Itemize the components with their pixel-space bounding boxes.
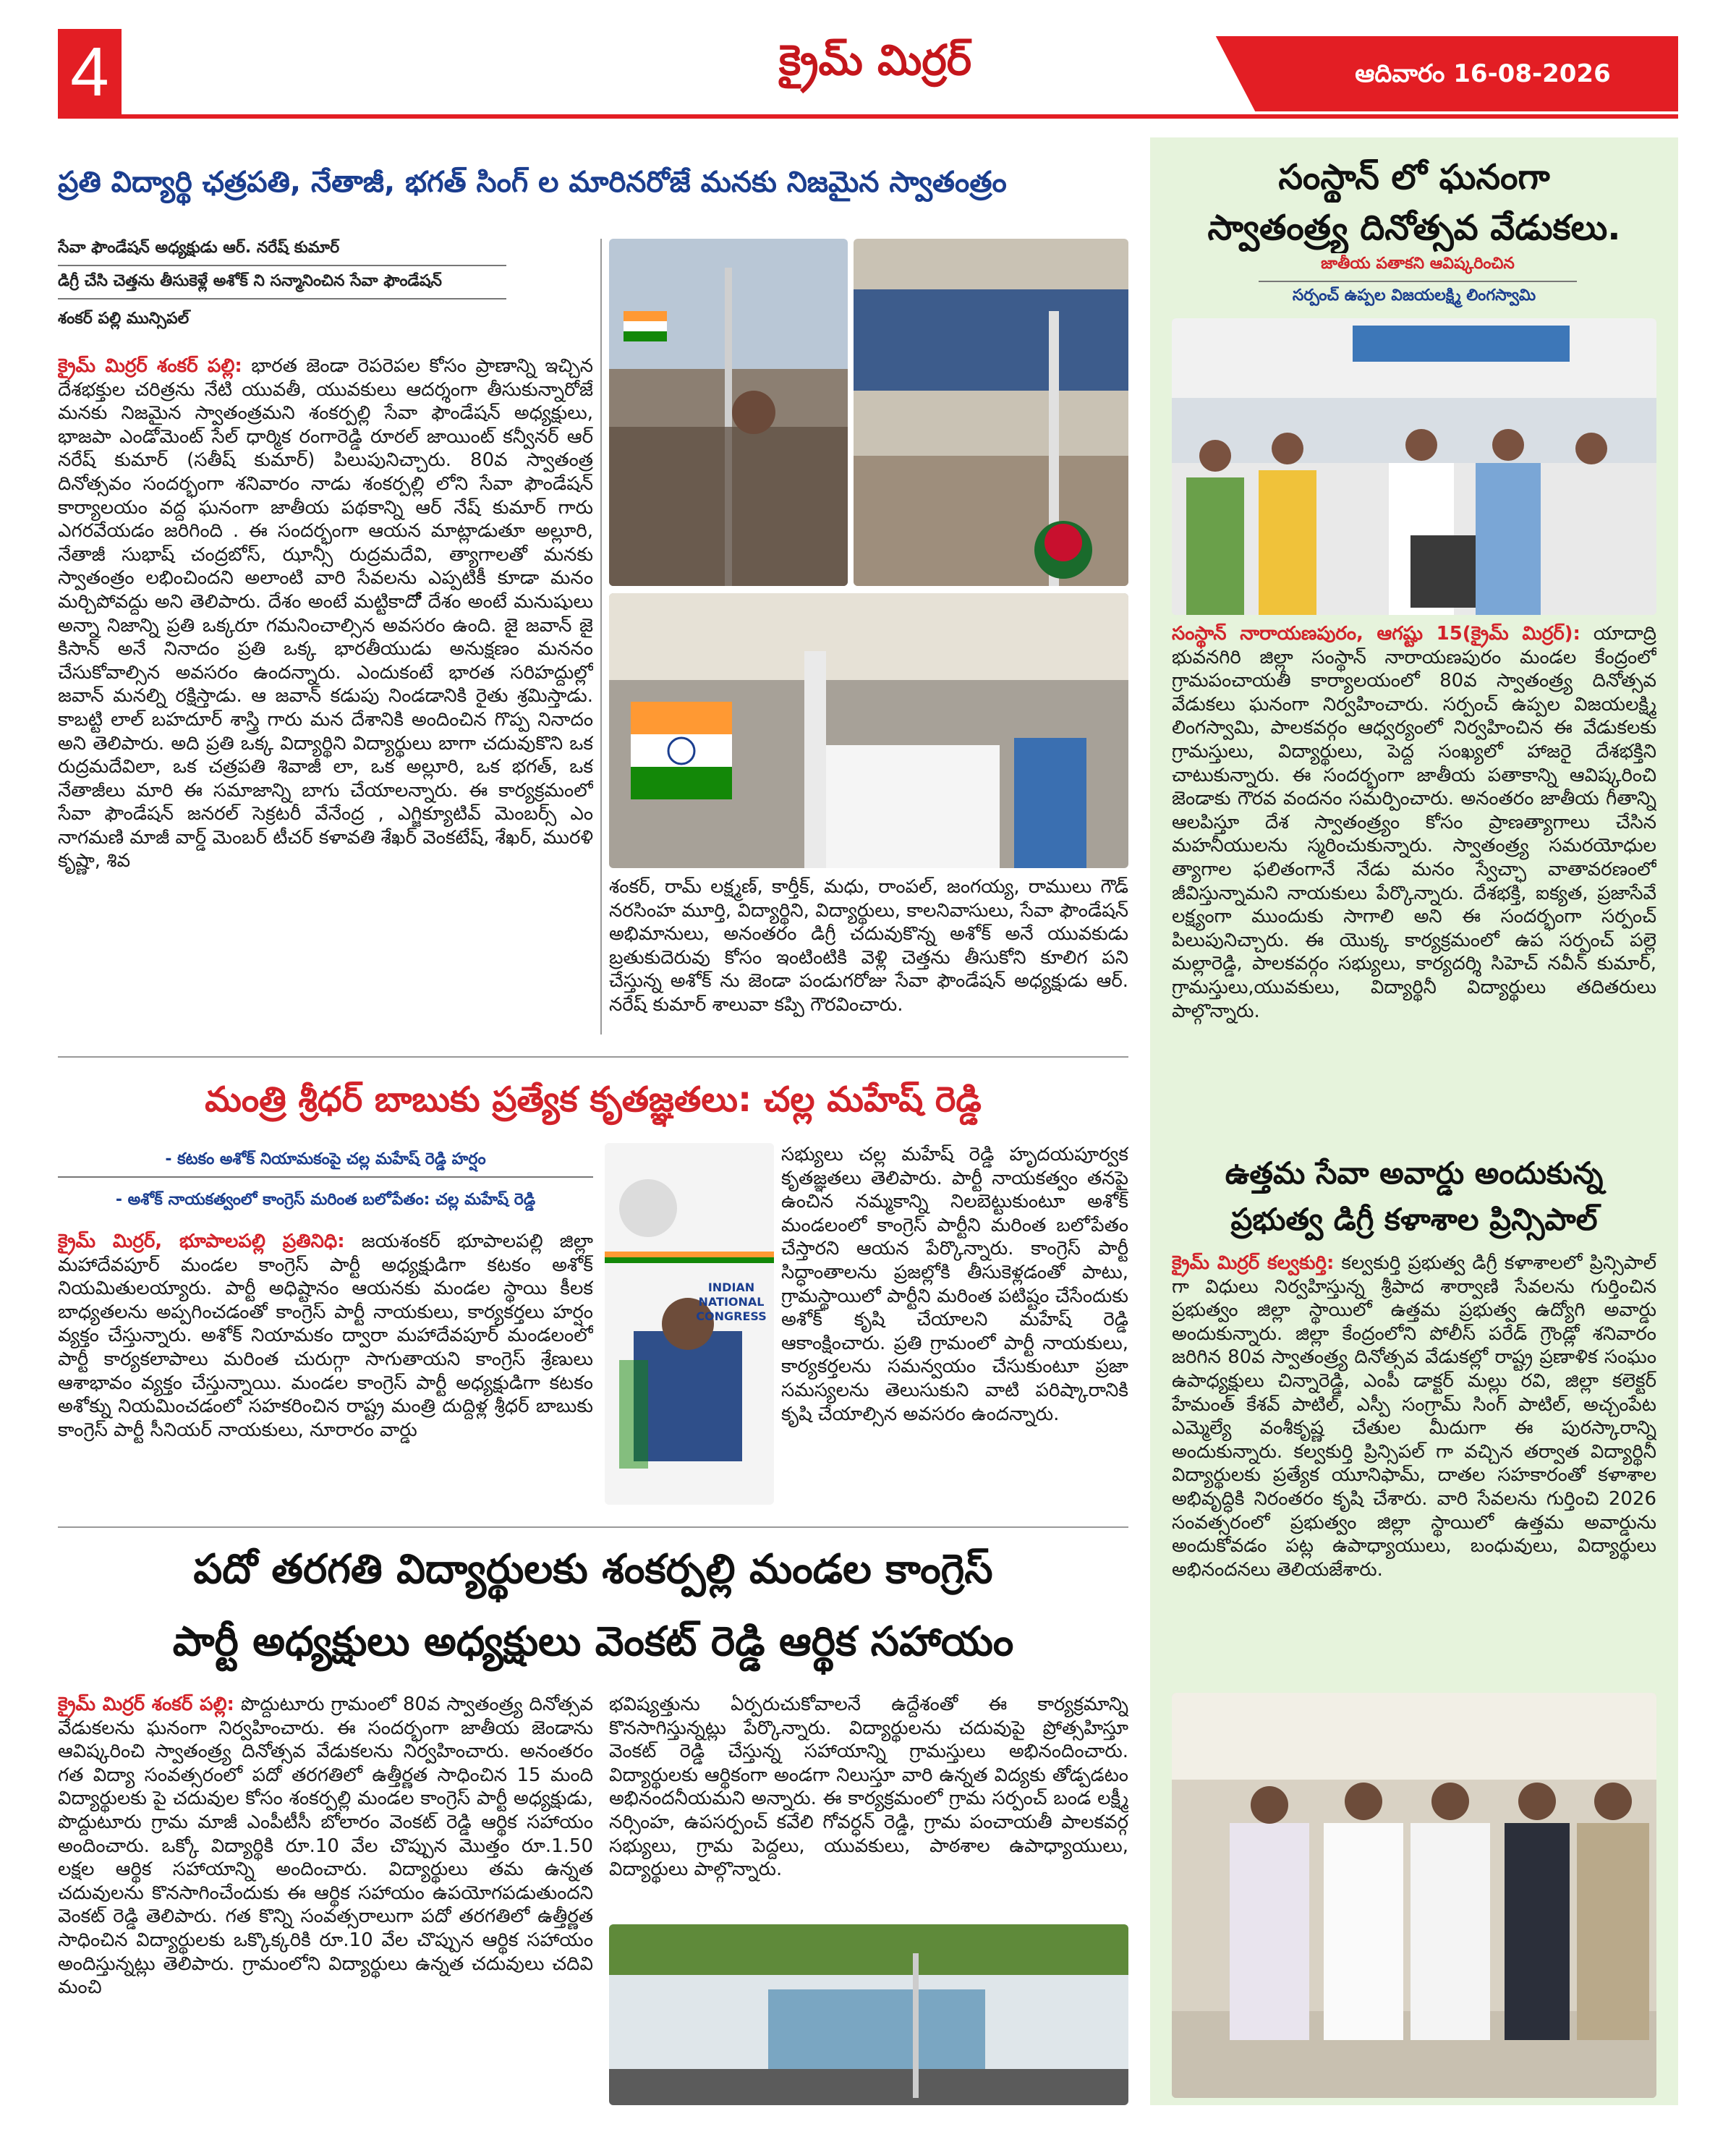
sidebar1-text: యాదాద్రి భువనగిరి జిల్లా సంస్థాన్ నారాయణపురం మండల కేంద్రంలో గ్రామపంచాయతీ కార్యాలయంలో 80వ స్వాతంత్ర్య దినోత్సవ వేడుకలు ఘనంగా నిర్వహించారు. సర్పంచ్ ఉప్పల విజయలక్ష్మి లింగస్వామి, పాలకవర్గం ఆధ్వర్యంలో నిర్వహించిన ఈ వేడుకలకు గ్రామస్తులు, విద్యార్థులు, పెద్ద సంఖ్యలో హాజరై దేశభక్తిని చాటుకున్నారు. ఈ సందర్భంగా జాతీయ పతాకాన్ని ఆవిష్కరించి జెండాకు గౌరవ వందనం సమర్పించారు. అనంతరం జాతీయ గీతాన్ని ఆలపిస్తూ దేశ స్వాతంత్ర్యం కోసం ప్రాణత్యాగాలు చేసిన మహనీయులను స్మరించుకున్నారు. స్వాతంత్ర్య సమరయోధుల త్యాగాల ఫలితంగానే నేడు మనం స్వేచ్ఛా వాతావరణంలో జీవిస్తున్నామని నాయకులు పేర్కొన్నారు. దేశభక్తి, ఐక్యత, ప్రజాసేవే లక్ష్యంగా ముందుకు సాగాలి అని ఈ సందర్భంగా సర్పంచ్ పిలుపునిచ్చారు. ఈ యొక్క కార్యక్రమంలో ఉప సర్పంచ్ పల్లె మల్లారెడ్డి, పాలకవర్గం సభ్యులు, కార్యదర్శి సిహెచ్ నవీన్ కుమార్, గ్రామస్తులు,యువకులు, విద్యార్థినీ విద్యార్థులు తదితరులు పాల్గొన్నారు. <box>1172 623 1656 1022</box>
story2-headline: మంత్రి శ్రీధర్ బాబుకు ప్రత్యేక కృతజ్ఞతలు: చల్ల మహేష్ రెడ్డి <box>205 1079 982 1120</box>
story3-headline-line1: పదో తరగతి విద్యార్థులకు శంకర్పల్లి మండల కాంగ్రెస్ <box>193 1546 993 1593</box>
story1-text: భారత జెండా రెపరెపల కోసం ప్రాణాన్ని ఇచ్చిన దేశభక్తుల చరిత్రను నేటి యువతీ, యువకులు ఆదర్శంగా తీసుకున్నారోజే మనకు నిజమైన స్వాతంత్రమని శంకర్పల్లి సేవా ఫౌండేషన్ అధ్యక్షులు, భాజపా ఎండోమెంట్ సేల్ ధార్మిక రంగారెడ్డి రూరల్ జాయింట్ కన్వీనర్ ఆర్ నరేష్ కుమార్ (సతీష్ కుమార్) పిలుపునిచ్చారు. 80వ స్వాతంత్ర దినోత్సవం సందర్భంగా శనివారం నాడు శంకర్పల్లి లోని సేవా ఫౌండేషన్ కార్యాలయం వద్ద ఘనంగా జాతీయ పథకాన్ని ఆర్ నేష్ కుమార్ గారు ఎగరవేయడం జరిగింది . ఈ సందర్భంగా ఆయన మాట్లాడుతూ అల్లూరి, నేతాజీ సుభాష్ చంద్రబోస్, ఝాన్సీ రుద్రమదేవి, త్యాగాలతో మనకు స్వాతంత్రం లభించిందని అలాంటి వారి సేవలను ఎప్పటికీ కూడా మనం మర్చిపోవద్దు అని తెలిపారు. దేశం అంటే మట్టికాదోే దేశం అంటే మనుషులు అన్నా నిజాన్ని ప్రతి ఒక్కరూ గమనించాల్సిన అవసరం ఉంది. జై జవాన్ జై కిసాన్ అనే నినాదం ప్రతి ఒక్క భారతీయుడు అనుక్షణం మననం చేసుకోవాల్సిన అవసరం ఉందన్నారు. ఎందుకంటే భారత సరిహద్దుల్లో జవాన్ మనల్ని రక్షిస్తాడు. ఆ జవాన్ కడుపు నిండడానికి రైతు శ్రమిస్తాడు. కాబట్టి లాల్ బహదూర్ శాస్త్రి గారు మన దేశానికి అందించిన గొప్ప నినాదం అని తెలిపారు. అది ప్రతి ఒక్క విద్యార్థిని విద్యార్థులు బాగా చదువుకొని ఒక రుద్రమదేవిలా, ఒక చత్రపతి శివాజీ లా, ఒక అల్లూరి, ఒక భగత్, ఒక నేతాజీలు మారి ఈ సమాజాన్ని బాగు చేయాలన్నారు. ఈ కార్యక్రమంలో సేవా ఫౌండేషన్ జనరల్ సెక్రటరీ వేనేంద్ర , ఎగ్జిక్యూటివ్ మెంబర్స్ ఎం నాగమణి మాజీ వార్డ్ మెంబర్ టీచర్ కళావతి శేఖర్ వెంకటేష్, శేఖర్, మురళి కృష్ణా, శివ <box>58 355 593 872</box>
award-photo-image <box>1172 1693 1656 2098</box>
ceremony-image <box>609 593 1128 868</box>
sidebar2-dateline: క్రైమ్ మిర్రర్ కల్వకుర్తి: <box>1172 1252 1335 1274</box>
story1-subhead-1: సేవా ఫౌండేషన్ అధ్యక్షుడు ఆర్. నరేష్ కుమార్ <box>58 239 506 266</box>
story2-body <box>58 1230 593 1519</box>
story3-photo-school <box>609 1924 1128 2105</box>
story1-photo-flag-hoisting <box>609 239 848 586</box>
flag-hoisting-image <box>609 239 848 586</box>
sidebar1-headline-line2: స్వాతంత్ర్య దినోత్సవ వేడుకలు. <box>1207 208 1621 248</box>
page-number: 4 <box>58 29 122 116</box>
sidebar2-text: కల్వకుర్తి ప్రభుత్వ డిగ్రీ కళాశాలలో ప్రిన్సిపాల్ గా విధులు నిర్వహిస్తున్న శ్రీపాద శార్వాణి సేవలను గుర్తించిన ప్రభుత్వం జిల్లా స్థాయిలో ఉత్తమ ప్రభుత్వ ఉద్యోగి అవార్డు అందుకున్నారు. జిల్లా కేంద్రంలోని పోలీస్ పరేడ్ గ్రౌండ్లో శనివారం జరిగిన 80వ స్వాతంత్ర్య దినోత్సవ వేడుకల్లో రాష్ట్ర ప్రణాళిక సంఘం ఉపాధ్యక్షులు చిన్నారెడ్డి, ఎంపీ డాక్టర్ మల్లు రవి, జిల్లా కలెక్టర్ హేమంత్ కేశవ్ పాటిల్, ఎస్పీ సంగ్రామ్ సింగ్ పాటిల్, అచ్చంపేట ఎమ్మెల్యే వంశీకృష్ణ చేతుల మీదుగా ఈ పురస్కారాన్ని అందుకున్నారు. కల్వకుర్తి ప్రిన్సిపల్ గా వచ్చిన తర్వాత విద్యార్థినీ విద్యార్థులకు ప్రత్యేక యూనిఫామ్, దాతల సహకారంతో కళాశాల అభివృద్ధికి నిరంతరం కృషి చేశారు. వారి సేవలను గుర్తించి 2026 సంవత్సరంలో ప్రభుత్వం జిల్లా స్థాయిలో ఉత్తమ అవార్డును అందుకోవడం పట్ల ఉపాధ్యాయులు, బంధువులు, విద్యార్థులు అభినందనలు తెలియజేశారు. <box>1172 1252 1656 1581</box>
poster-caption: INDIAN NATIONAL CONGRESS <box>696 1280 767 1323</box>
story1-headline: ప్రతి విద్యార్థి ఛత్రపతి, నేతాజీ, భగత్ సింగ్ ల మారినరోజే మనకు నిజమైన స్వాతంత్రం <box>58 166 1007 199</box>
sidebar1-headline-line1: సంస్థాన్ లో ఘనంగా <box>1278 157 1550 197</box>
sidebar2-headline-line2: ప్రభుత్వ డిగ్రీ కళాశాల ప్రిన్సిపాల్ <box>1230 1202 1598 1237</box>
sidebar2-body <box>1172 1252 1656 1686</box>
story2-photo-congress-poster <box>605 1143 774 1505</box>
story2-subhead-1: - కటకం అశోక్ నియామకంపై చల్ల మహేష్ రెడ్డి హర్షం <box>58 1150 593 1178</box>
sidebar2-photo-award <box>1172 1693 1656 2098</box>
story3-dateline: క్రైమ్ మిర్రర్ శంకర్ పల్లి: <box>58 1694 234 1715</box>
sidebar1-subhead-1: జాతీయ పతాకని ఆవిష్కరించిన <box>1259 255 1577 282</box>
sidebar1-subhead-2: సర్పంచ్ ఉప్పల విజయలక్ష్మి లింగస్వామి <box>1292 286 1536 305</box>
story2-text: జయశంకర్ భూపాలపల్లి జిల్లా మహాదేవపూర్ మండల కాంగ్రెస్ పార్టీ అధ్యక్షుడిగా కటకం అశోక్ నియమితులయ్యారు. పార్టీ అధిష్టానం ఆయనకు మండల స్థాయి కీలక బాధ్యతలను అప్పగించడంతో కాంగ్రెస్ పార్టీ నాయకులు, కార్యకర్తలు హర్షం వ్యక్తం చేస్తున్నారు. అశోక్ నియామకం ద్వారా మహాదేవపూర్ మండలంలో పార్టీ కార్యకలాపాలు మరింత చురుగ్గా సాగుతాయని కాంగ్రెస్ శ్రేణులు ఆశాభావం వ్యక్తం చేస్తున్నాయి. మండల కాంగ్రెస్ పార్టీ అధ్యక్షుడిగా కటకం అశోక్ను నియమించడంలో సహకరించిన రాష్ట్ర మంత్రి దుద్దిళ్ల శ్రీధర్ బాబుకు కాంగ్రెస్ పార్టీ సీనియర్ నాయకులు, నూరారం వార్డు <box>58 1231 593 1441</box>
group-photo-image <box>1172 318 1656 615</box>
story3-text: పొద్దుటూరు గ్రామంలో 80వ స్వాతంత్ర్య దినోత్సవ వేడుకలను ఘనంగా నిర్వహించారు. ఈ సందర్భంగా జాతీయ జెండాను ఆవిష్కరించి స్వాతంత్ర్య దినోత్సవ వేడుకలను నిర్వహించారు. అనంతరం గత విద్యా సంవత్సరంలో పదో తరగతిలో ఉత్తీర్ణత సాధించిన 15 మంది విద్యార్థులకు పై చదువుల కోసం శంకర్పల్లి మండల కాంగ్రెస్ పార్టీ అధ్యక్షుడు, పొద్దుటూరు గ్రామ మాజీ ఎంపీటీసీ బోలారం వెంకట్ రెడ్డి ఆర్థిక సహాయం అందించారు. ఒక్కో విద్యార్థికి రూ.10 వేల చొప్పున మొత్తం రూ.1.50 లక్షల ఆర్థిక సహాయాన్ని అందించారు. విద్యార్థులు తమ ఉన్నత చదువులను కొనసాగించేందుకు ఈ ఆర్థిక సహాయం ఉపయోగపడుతుందని వెంకట్ రెడ్డి తెలిపారు. గత కొన్ని సంవత్సరాలుగా పదో తరగతిలో ఉత్తీర్ణత సాధించిన విద్యార్థులకు ఒక్కొక్కరికి రూ.10 వేల చొప్పున ఆర్థిక సహాయం అందిస్తున్నట్లు తెలిపారు. గ్రామంలోని విద్యార్థులు ఉన్నత చదువులు చదివి మంచి <box>58 1694 593 1999</box>
story1-dateline: క్రైమ్ మిర్రర్ శంకర్ పల్లి: <box>58 355 242 377</box>
story1-subhead-3: శంకర్ పల్లి మున్సిపల్ <box>58 310 190 328</box>
section-divider <box>58 1056 1128 1058</box>
students-image <box>854 239 1128 586</box>
sidebar1-dateline: సంస్థాన్ నారాయణపురం, ఆగష్టు 15(క్రైమ్ మిర్రర్): <box>1172 623 1580 645</box>
story2-continuation: సభ్యులు చల్ల మహేష్ రెడ్డి హృదయపూర్వక కృతజ్ఞతలు తెలిపారు. పార్టీ నాయకత్వం తనపై ఉంచిన నమ్మకాన్ని నిలబెట్టుకుంటూ అశోక్ మండలంలో కాంగ్రెస్ పార్టీని మరింత బలోపేతం చేస్తారని ఆయన పేర్కొన్నారు. కాంగ్రెస్ పార్టీ సిద్ధాంతాలను ప్రజల్లోకి తీసుకెళ్లడంతో పాటు, గ్రామస్థాయిలో పార్టీని మరింత పటిష్టం చేసేందుకు అశోక్ కృషి చేయాలని మహేష్ రెడ్డి ఆకాంక్షించారు. ప్రతి గ్రామంలో పార్టీ నాయకులు, కార్యకర్తలను సమన్వయం చేసుకుంటూ ప్రజా సమస్యలను తెలుసుకుని వాటి పరిష్కారానికి కృషి చేయాల్సిన అవసరం ఉందన్నారు. <box>781 1144 1128 1425</box>
story1-subhead-2: డిగ్రీ చేసి చెత్తను తీసుకెళ్లే అశోక్ ని సన్మానించిన సేవా ఫౌండేషన్ <box>58 272 506 299</box>
story3-body <box>58 1693 593 2098</box>
masthead-logo <box>752 33 998 106</box>
story3-continuation: భవిష్యత్తును ఏర్పరుచుకోవాలనే ఉద్దేశంతో ఈ కార్యక్రమాన్ని కొనసాగిస్తున్నట్లు పేర్కొన్నారు. విద్యార్థులను చదువుపై ప్రోత్సహిస్తూ వెంకట్ రెడ్డి చేస్తున్న సహాయాన్ని గ్రామస్తులు అభినందించారు. విద్యార్థులకు ఆర్థికంగా అండగా నిలుస్తూ వారి ఉన్నత విద్యకు తోడ్పడటం అభినందనీయమని అన్నారు. ఈ కార్యక్రమంలో గ్రామ సర్పంచ్ బండ లక్ష్మీ నర్సింహ, ఉపసర్పంచ్ కవేలి గోవర్ధన్ రెడ్డి, గ్రామ పంచాయతీ పాలకవర్గ సభ్యులు, గ్రామ పెద్దలు, యువకులు, పాఠశాల ఉపాధ్యాయులు, విద్యార్థులు పాల్గొన్నారు. <box>609 1694 1128 1881</box>
column-divider <box>600 239 602 1034</box>
header-rule <box>58 114 1678 119</box>
masthead-title: క్రైమ్ మిర్రర్ <box>778 35 972 85</box>
story2-subhead-2: - అశోక్ నాయకత్వంలో కాంగ్రెస్ మరింత బలోపేతం: చల్ల మహేష్ రెడ్డి <box>115 1191 536 1209</box>
story1-photo-students <box>854 239 1128 586</box>
story3-headline-line2: పార్టీ అధ్యక్షులు అధ్యక్షులు వెంకట్ రెడ్డి ఆర్థిక సహాయం <box>172 1618 1014 1665</box>
sidebar1-photo-group <box>1172 318 1656 615</box>
story1-continuation: శంకర్, రామ్ లక్ష్మణ్, కార్తీక్, మధు, రాంపల్, జంగయ్య, రాములు గౌడ్ నరసింహ మూర్తి, విద్యార్థిని, విద్యార్థులు, కాలనివాసులు, సేవా ఫౌండేషన్ అభిమానులు, అనంతరం డిగ్రీ చదువుకొన్న అశోక్ అనే యువకుడు బ్రతుకుదెరువు కోసం ఇంటింటికి వెళ్లి చెత్తను తీసుకోని కూలిగ పని చేస్తున్న అశోక్ ను జెండా పండుగరోజు సేవా ఫౌండేషన్ అధ్యక్షుడు ఆర్. నరేష్ కుమార్ శాలువా కప్పి గౌరవించారు. <box>609 876 1128 1016</box>
section-divider-2 <box>58 1526 1128 1528</box>
story2-dateline: క్రైమ్ మిర్రర్, భూపాలపల్లి ప్రతినిధి: <box>58 1231 345 1252</box>
sidebar1-body <box>1172 622 1656 1143</box>
story1-body <box>58 354 593 1078</box>
sidebar2-headline-line1: ఉత్తమ సేవా అవార్డు అందుకున్న <box>1225 1155 1604 1191</box>
story1-photo-ceremony <box>609 593 1128 868</box>
issue-date: ఆదివారం 16-08-2026 <box>1355 59 1611 88</box>
school-image <box>609 1924 1128 2105</box>
congress-poster-image <box>605 1143 774 1505</box>
